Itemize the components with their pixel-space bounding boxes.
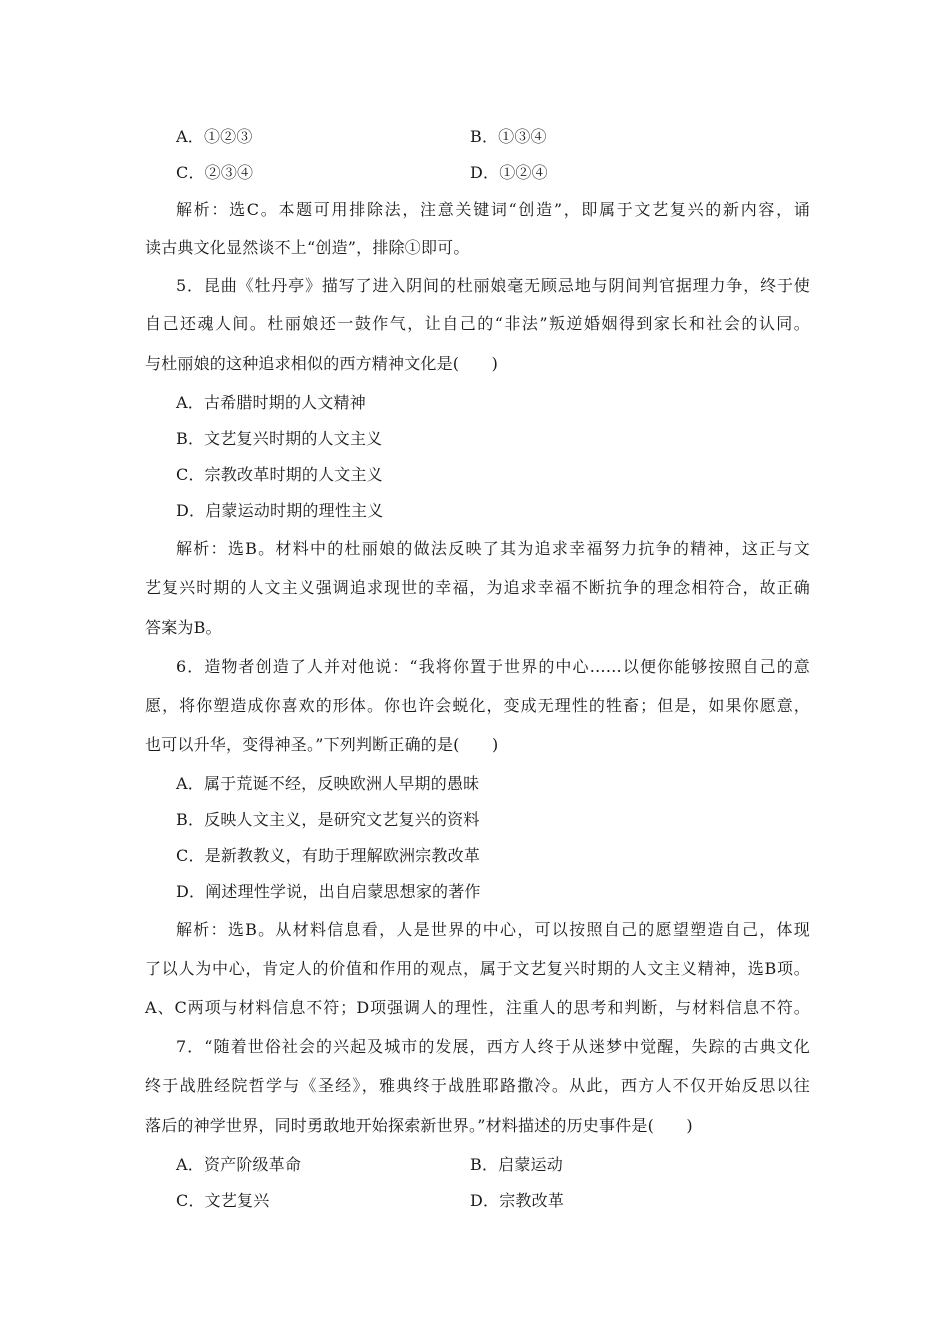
q4-option-a: A．①②③ (176, 127, 253, 146)
q5-stem-line-3: 与杜丽娘的这种追求相似的西方精神文化是( ) (145, 354, 499, 373)
q5-stem-line-2: 自己还魂人间。杜丽娘还一鼓作气，让自己的“非法”叛逆婚姻得到家长和社会的认同。 (145, 314, 810, 333)
q6-stem-line-3: 也可以升华，变得神圣。”下列判断正确的是( ) (145, 735, 499, 754)
q6-option-b: B．反映人文主义，是研究文艺复兴的资料 (176, 810, 480, 829)
q4-analysis-line-1: 解析：选C。本题可用排除法，注意关键词“创造”，即属于文艺复兴的新内容，诵 (176, 200, 810, 219)
q5-option-d: D．启蒙运动时期的理性主义 (176, 501, 384, 520)
q5-analysis-line-2: 艺复兴时期的人文主义强调追求现世的幸福，为追求幸福不断抗争的理念相符合，故正确 (145, 578, 810, 597)
q7-stem-line-1: 7．“随着世俗社会的兴起及城市的发展，西方人终于从迷梦中觉醒，失踪的古典文化 (176, 1037, 810, 1056)
q4-option-c: C．②③④ (176, 163, 254, 182)
q6-analysis-line-1: 解析：选B。从材料信息看，人是世界的中心，可以按照自己的愿望塑造自己，体现 (176, 920, 810, 939)
q5-analysis-line-3: 答案为B。 (145, 618, 222, 637)
q7-option-c: C．文艺复兴 (176, 1191, 270, 1210)
q6-stem-line-2: 愿，将你塑造成你喜欢的形体。你也许会蜕化，变成无理性的牲畜；但是，如果你愿意， (145, 696, 810, 715)
q6-analysis-line-2: 了以人为中心，肯定人的价值和作用的观点，属于文艺复兴时期的人文主义精神，选B项。 (145, 959, 810, 978)
q7-option-b: B．启蒙运动 (470, 1155, 563, 1174)
q6-stem-line-1: 6．造物者创造了人并对他说：“我将你置于世界的中心……以便你能够按照自己的意 (176, 657, 810, 676)
q7-option-d: D．宗教改革 (470, 1191, 565, 1210)
q6-option-c: C．是新教教义，有助于理解欧洲宗教改革 (176, 846, 481, 865)
q6-option-d: D．阐述理性学说，出自启蒙思想家的著作 (176, 882, 481, 901)
q5-option-c: C．宗教改革时期的人文主义 (176, 465, 383, 484)
q4-analysis-line-2: 读古典文化显然谈不上“创造”，排除①即可。 (145, 238, 470, 257)
q5-option-a: A．古希腊时期的人文精神 (176, 393, 366, 412)
q5-analysis-line-1: 解析：选B。材料中的杜丽娘的做法反映了其为追求幸福努力抗争的精神，这正与文 (176, 539, 810, 558)
q4-option-d: D．①②④ (470, 163, 548, 182)
q4-option-b: B．①③④ (470, 127, 547, 146)
q6-option-a: A．属于荒诞不经，反映欧洲人早期的愚昧 (176, 774, 480, 793)
q6-analysis-line-3: A、C两项与材料信息不符；D项强调人的理性，注重人的思考和判断，与材料信息不符。 (145, 998, 810, 1017)
q7-option-a: A．资产阶级革命 (176, 1155, 302, 1174)
q5-option-b: B．文艺复兴时期的人文主义 (176, 429, 383, 448)
q7-stem-line-2: 终于战胜经院哲学与《圣经》，雅典终于战胜耶路撒冷。从此，西方人不仅开始反思以往 (145, 1076, 810, 1095)
q5-stem-line-1: 5．昆曲《牡丹亭》描写了进入阴间的杜丽娘毫无顾忌地与阴间判官据理力争，终于使 (176, 276, 810, 295)
q7-stem-line-3: 落后的神学世界，同时勇敢地开始探索新世界。”材料描述的历史事件是( ) (145, 1116, 693, 1135)
